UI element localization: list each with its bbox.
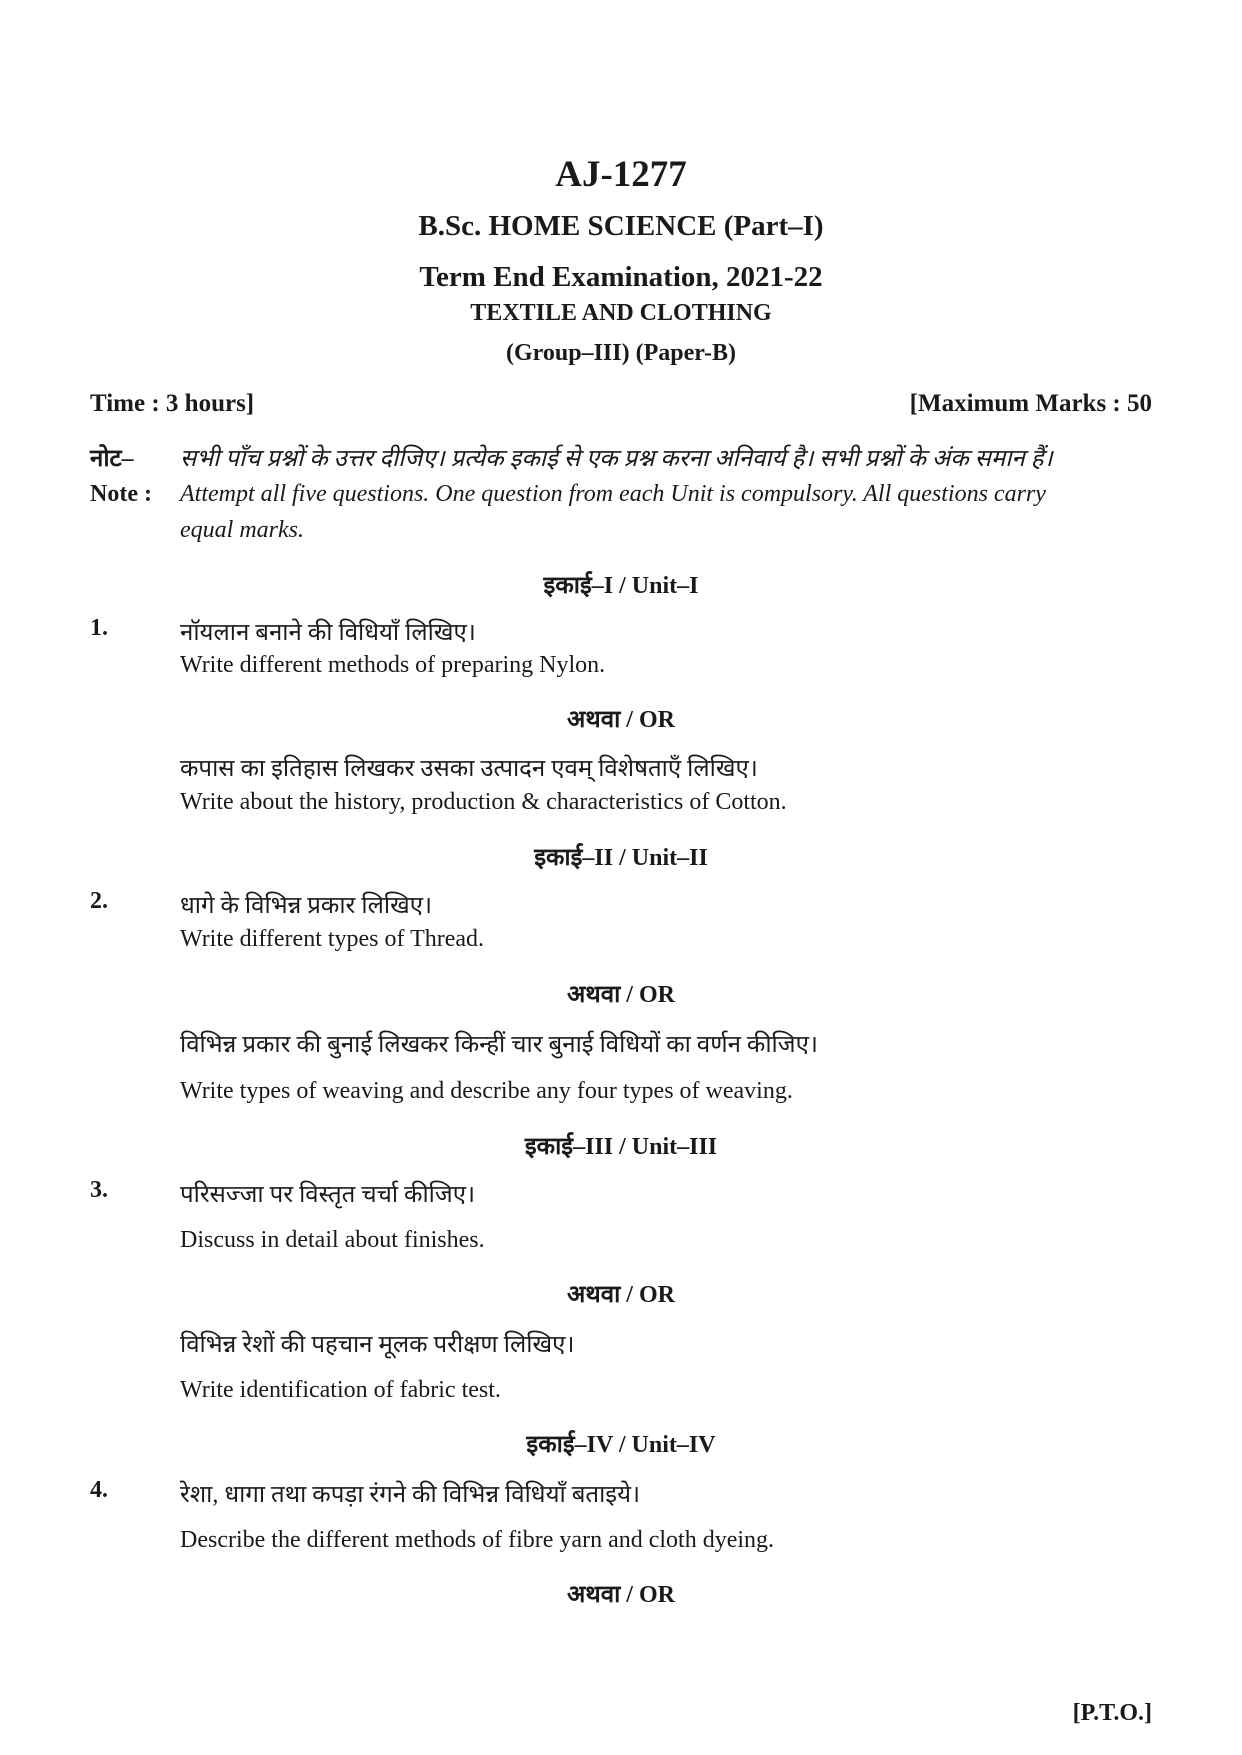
note-text-hindi: सभी पाँच प्रश्नों के उत्तर दीजिए। प्रत्येक इकाई से एक प्रश्न करना अनिवार्य है। सभी प्रश्नों के अंक समान हैं। bbox=[180, 446, 1053, 472]
subject-title: TEXTILE AND CLOTHING bbox=[470, 300, 772, 326]
question-1-alt-hindi: कपास का इतिहास लिखकर उसका उत्पादन एवम् विशेषताएँ लिखिए। bbox=[180, 756, 758, 782]
note-text-english-2: equal marks. bbox=[180, 517, 304, 543]
question-4-english: Describe the different methods of fibre yarn and cloth dyeing. bbox=[180, 1527, 775, 1553]
please-turn-over: [P.T.O.] bbox=[1072, 1700, 1152, 1726]
question-2-number: 2. bbox=[90, 888, 108, 914]
question-1-english: Write different methods of preparing Nylon. bbox=[180, 652, 606, 678]
question-3-alt-hindi: विभिन्न रेशों की पहचान मूलक परीक्षण लिखिए। bbox=[180, 1332, 575, 1358]
question-3-number: 3. bbox=[90, 1177, 108, 1203]
note-label-english: Note : bbox=[90, 481, 152, 507]
exam-title: Term End Examination, 2021-22 bbox=[419, 261, 823, 293]
paper-code: AJ-1277 bbox=[555, 154, 687, 195]
note-label-hindi: नोट– bbox=[90, 446, 134, 472]
question-1-alt-english: Write about the history, production & characteristics of Cotton. bbox=[180, 789, 787, 815]
question-4-number: 4. bbox=[90, 1477, 108, 1503]
course-title: B.Sc. HOME SCIENCE (Part–I) bbox=[418, 210, 824, 242]
unit-4-heading: इकाई–IV / Unit–IV bbox=[526, 1432, 716, 1458]
question-1-hindi: नॉयलान बनाने की विधियाँ लिखिए। bbox=[180, 620, 476, 646]
question-1-number: 1. bbox=[90, 615, 108, 641]
question-3-or: अथवा / OR bbox=[567, 1282, 675, 1308]
question-2-hindi: धागे के विभिन्न प्रकार लिखिए। bbox=[180, 893, 433, 919]
note-text-english-1: Attempt all five questions. One question from each Unit is compulsory. All questions carry bbox=[180, 481, 1046, 507]
question-3-english: Discuss in detail about finishes. bbox=[180, 1227, 485, 1253]
question-2-or: अथवा / OR bbox=[567, 982, 675, 1008]
question-4-or: अथवा / OR bbox=[567, 1582, 675, 1608]
unit-2-heading: इकाई–II / Unit–II bbox=[534, 845, 708, 871]
maximum-marks: [Maximum Marks : 50 bbox=[909, 390, 1152, 417]
question-3-alt-english: Write identification of fabric test. bbox=[180, 1377, 501, 1403]
question-1-or: अथवा / OR bbox=[567, 707, 675, 733]
group-paper: (Group–III) (Paper-B) bbox=[506, 340, 736, 366]
question-2-alt-hindi: विभिन्न प्रकार की बुनाई लिखकर किन्हीं चार बुनाई विधियों का वर्णन कीजिए। bbox=[180, 1032, 818, 1058]
unit-1-heading: इकाई–I / Unit–I bbox=[543, 573, 699, 599]
question-3-hindi: परिसज्जा पर विस्तृत चर्चा कीजिए। bbox=[180, 1182, 476, 1208]
question-4-hindi: रेशा, धागा तथा कपड़ा रंगने की विभिन्न विधियाँ बताइये। bbox=[180, 1482, 641, 1508]
question-2-alt-english: Write types of weaving and describe any four types of weaving. bbox=[180, 1078, 793, 1104]
question-2-english: Write different types of Thread. bbox=[180, 926, 485, 952]
time-allowed: Time : 3 hours] bbox=[90, 390, 255, 417]
unit-3-heading: इकाई–III / Unit–III bbox=[524, 1134, 718, 1160]
